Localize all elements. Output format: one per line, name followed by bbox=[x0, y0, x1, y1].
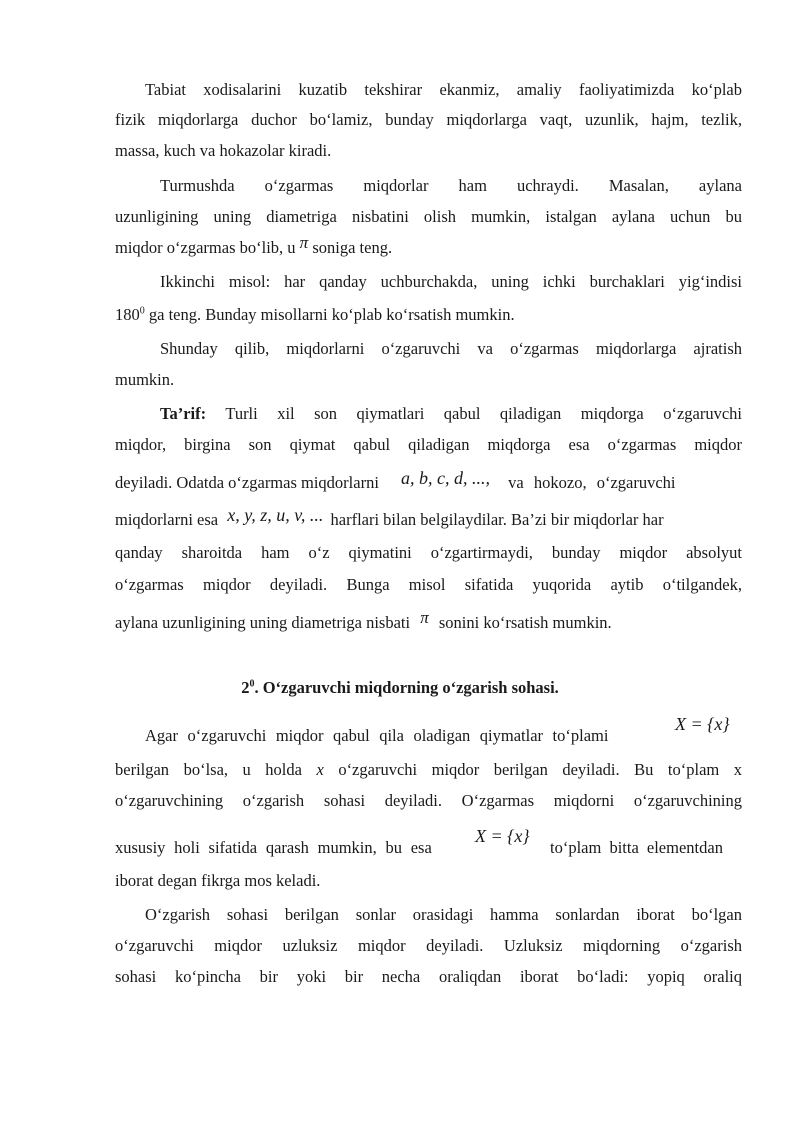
paragraph-7-line-1: Oʻzgarish sohasi berilgan sonlar orasidagi hamma sonlardan iborat boʻlgan bbox=[145, 905, 742, 924]
paragraph-4-line-2: mumkin. bbox=[115, 370, 175, 389]
set-x-math-1: X = {x} bbox=[675, 714, 730, 734]
paragraph-2-line-2: uzunligining uning diametriga nisbatini olish mumkin, istalgan aylana uchun bu bbox=[115, 207, 742, 226]
definition-line-4-text-a: miqdorlarni esa bbox=[115, 510, 219, 529]
degree-number: 180 bbox=[115, 305, 140, 324]
paragraph-1-line-1: Tabiat xodisalarini kuzatib tekshirar ekanmiz, amaliy faoliyatimizda koʻplab bbox=[145, 80, 742, 99]
pi-symbol: π bbox=[299, 233, 309, 252]
section-number: 2 bbox=[241, 678, 250, 697]
paragraph-7-line-3: sohasi koʻpincha bir yoki bir necha oraliqdan iborat boʻladi: yopiq oraliq bbox=[115, 967, 742, 986]
pi-symbol-2: π bbox=[420, 608, 429, 627]
variable-x: x bbox=[316, 760, 324, 779]
definition-line-5: qanday sharoitda ham oʻz qiymatini oʻzgartirmaydi, bunday miqdor absolyut bbox=[115, 543, 742, 562]
variables-math: x, y, z, u, v, ... bbox=[227, 505, 324, 525]
paragraph-6-line-2-text-b: oʻzgaruvchi miqdor berilgan deyiladi. Bu toʻplam x bbox=[338, 760, 742, 779]
definition-line-1-text: Turli xil son qiymatlari qabul qiladigan miqdorga oʻzgaruvchi bbox=[206, 404, 742, 423]
definition-line-4-text-b: harflari bilan belgilaydilar. Ba’zi bir miqdorlar har bbox=[330, 510, 664, 529]
definition-label: Ta’rif: bbox=[160, 404, 207, 423]
paragraph-4-line-1: Shunday qilib, miqdorlarni oʻzgaruvchi va oʻzgarmas miqdorlarga ajratish bbox=[160, 339, 742, 358]
definition-line-2: miqdor, birgina son qiymat qabul qiladigan miqdorga esa oʻzgarmas miqdor bbox=[115, 435, 742, 454]
definition-line-4 bbox=[115, 505, 742, 530]
paragraph-3-line-1: Ikkinchi misol: har qanday uchburchakda, uning ichki burchaklari yigʻindisi bbox=[160, 272, 742, 291]
paragraph-2-line-3 bbox=[115, 233, 742, 258]
paragraph-6-line-1 bbox=[145, 714, 742, 746]
paragraph-6-line-4 bbox=[115, 826, 742, 858]
definition-line-7 bbox=[115, 608, 742, 633]
paragraph-7-line-2: oʻzgaruvchi miqdor uzluksiz miqdor deyiladi. Uzluksiz miqdorning oʻzgarish bbox=[115, 936, 742, 955]
section-title: . Oʻzgaruvchi miqdorning oʻzgarish sohasi. bbox=[254, 678, 559, 697]
paragraph-6-line-4-text-a: xususiy holi sifatida qarash mumkin, bu esa bbox=[115, 838, 432, 857]
definition-line-3 bbox=[115, 468, 742, 493]
constants-math: a, b, c, d, ..., bbox=[401, 468, 491, 488]
section-number-sup: 0 bbox=[249, 678, 255, 690]
definition-line-3-text-a: deyiladi. Odatda oʻzgarmas miqdorlarni bbox=[115, 473, 379, 492]
definition-line-3-text-b: va hokozo, oʻzgaruvchi bbox=[508, 473, 676, 492]
paragraph-2-line-3-text-b: soniga teng. bbox=[312, 238, 393, 257]
paragraph-6-line-3: oʻzgaruvchining oʻzgarish sohasi deyiladi. Oʻzgarmas miqdorni oʻzgaruvchining bbox=[115, 791, 742, 810]
paragraph-1-line-2: fizik miqdorlarga duchor boʻlamiz, bunday miqdorlarga vaqt, uzunlik, hajm, tezlik, bbox=[115, 110, 742, 129]
paragraph-3-line-2 bbox=[115, 305, 742, 325]
paragraph-6-line-4-text-b: toʻplam bitta elementdan bbox=[550, 838, 723, 857]
paragraph-6-line-2-text-a: berilgan boʻlsa, u holda bbox=[115, 760, 302, 779]
definition-line-1 bbox=[160, 404, 742, 424]
paragraph-6-line-1-text: Agar oʻzgaruvchi miqdor qabul qila oladigan qiymatlar toʻplami bbox=[145, 726, 609, 745]
definition-line-7-text-b: sonini koʻrsatish mumkin. bbox=[438, 613, 612, 632]
paragraph-1-line-3: massa, kuch va hokazolar kiradi. bbox=[115, 141, 332, 160]
paragraph-3-line-2-rest: ga teng. Bunday misollarni koʻplab koʻrsatish mumkin. bbox=[144, 305, 515, 324]
degree-sup: 0 bbox=[139, 305, 145, 317]
paragraph-6-line-5: iborat degan fikrga mos keladi. bbox=[115, 871, 321, 890]
paragraph-6-line-2 bbox=[115, 760, 742, 780]
set-x-math-2: X = {x} bbox=[475, 826, 530, 846]
definition-line-7-text-a: aylana uzunligining uning diametriga nisbati bbox=[115, 613, 411, 632]
paragraph-2-line-1: Turmushda oʻzgarmas miqdorlar ham uchraydi. Masalan, aylana bbox=[160, 176, 742, 195]
definition-line-6: oʻzgarmas miqdor deyiladi. Bunga misol sifatida yuqorida aytib oʻtilgandek, bbox=[115, 575, 742, 594]
paragraph-2-line-3-text-a: miqdor oʻzgarmas boʻlib, u bbox=[115, 238, 296, 257]
section-heading bbox=[0, 678, 800, 698]
